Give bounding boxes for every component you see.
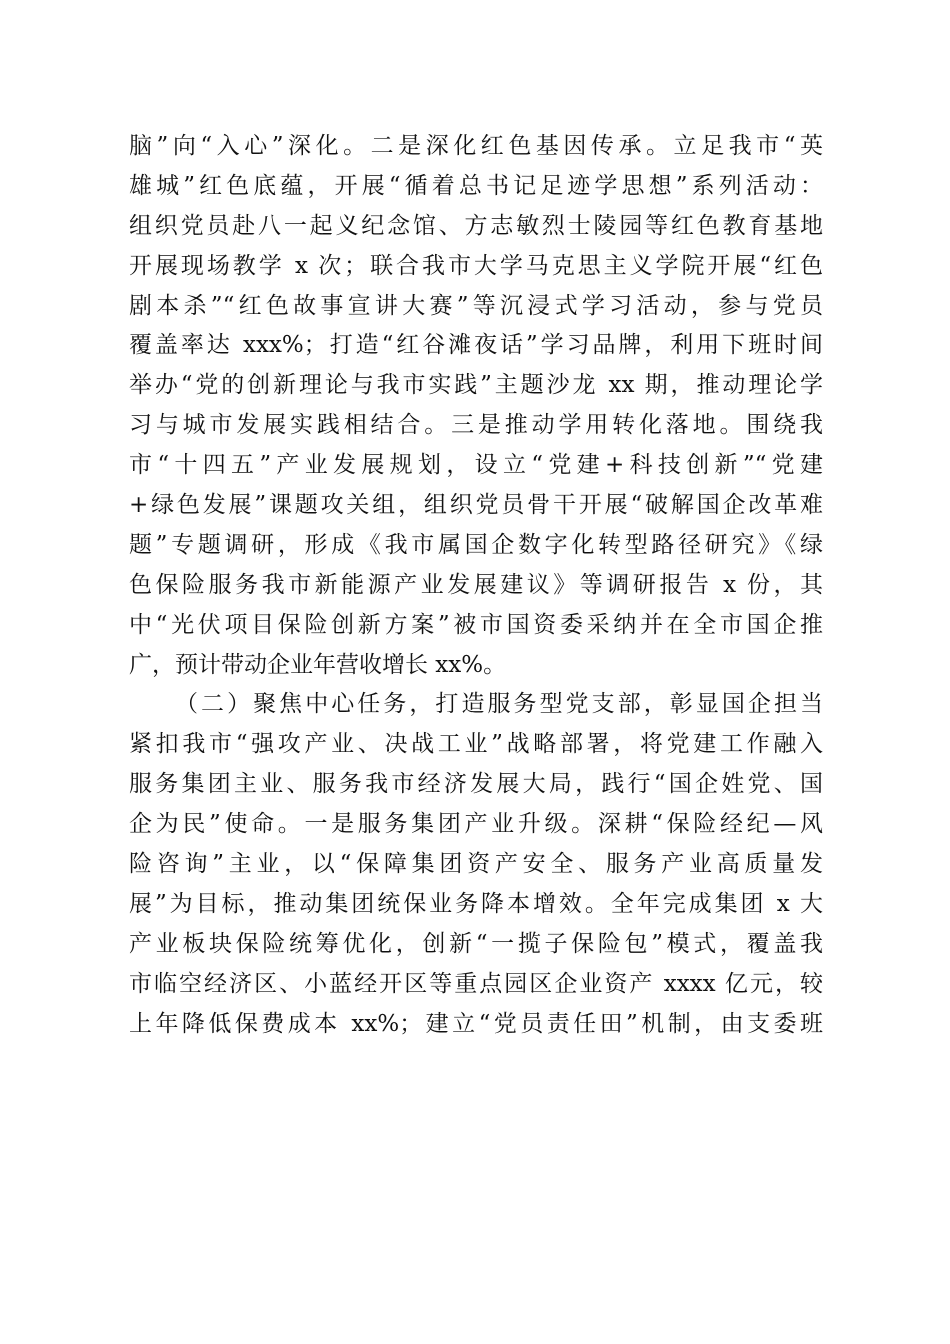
paragraph-line: +绿色发展”课题攻关组，组织党员骨干开展“破解国企改革难 [129, 492, 823, 519]
paragraph-line: 开展现场教学 x 次；联合我市大学马克思主义学院开展“红色 [129, 252, 823, 279]
paragraph-line: 雄城”红色底蕴，开展“循着总书记足迹学思想”系列活动： [129, 172, 823, 199]
paragraph-line: 中“光伏项目保险创新方案”被市国资委采纳并在全市国企推 [129, 611, 823, 638]
paragraph-line: 覆盖率达 xxx%；打造“红谷滩夜话”学习品牌，利用下班时间 [129, 332, 823, 359]
paragraph-line: 上年降低保费成本 xx%；建立“党员责任田”机制，由支委班 [129, 1010, 823, 1037]
paragraph-line: 广，预计带动企业年营收增长 xx%。 [129, 651, 507, 678]
paragraph-line: 服务集团主业、服务我市经济发展大局，践行“国企姓党、国 [129, 771, 823, 798]
paragraph-line: 市“十四五”产业发展规划，设立“党建+科技创新”“党建 [129, 452, 823, 479]
paragraph-line: 脑”向“入心”深化。二是深化红色基因传承。立足我市“英 [129, 133, 823, 159]
paragraph-line: 习与城市发展实践相结合。三是推动学用转化落地。围绕我 [129, 412, 823, 439]
section-heading: （二）聚焦中心任务，打造服务型党支部，彰显国企担当 [175, 691, 823, 718]
paragraph-line: 色保险服务我市新能源产业发展建议》等调研报告 x 份，其 [129, 571, 823, 598]
paragraph-line: 题”专题调研，形成《我市属国企数字化转型路径研究》《绿 [129, 531, 823, 558]
paragraph-line: 市临空经济区、小蓝经开区等重点园区企业资产 xxxx 亿元，较 [129, 970, 823, 997]
paragraph-line: 产业板块保险统筹优化，创新“一揽子保险包”模式，覆盖我 [129, 930, 823, 957]
body-text [129, 127, 823, 1044]
paragraph-line: 举办“党的创新理论与我市实践”主题沙龙 xx 期，推动理论学 [129, 372, 823, 399]
paragraph-line: 紧扣我市“强攻产业、决战工业”战略部署，将党建工作融入 [129, 731, 823, 758]
paragraph-line: 组织党员赴八一起义纪念馆、方志敏烈士陵园等红色教育基地 [129, 212, 823, 239]
paragraph-line: 企为民”使命。一是服务集团产业升级。深耕“保险经纪—风 [129, 811, 823, 838]
paragraph-line: 展”为目标，推动集团统保业务降本增效。全年完成集团 x 大 [129, 890, 823, 917]
paragraph-line: 剧本杀”“红色故事宣讲大赛”等沉浸式学习活动，参与党员 [129, 292, 823, 319]
paragraph-line: 险咨询”主业，以“保障集团资产安全、服务产业高质量发 [129, 851, 823, 878]
